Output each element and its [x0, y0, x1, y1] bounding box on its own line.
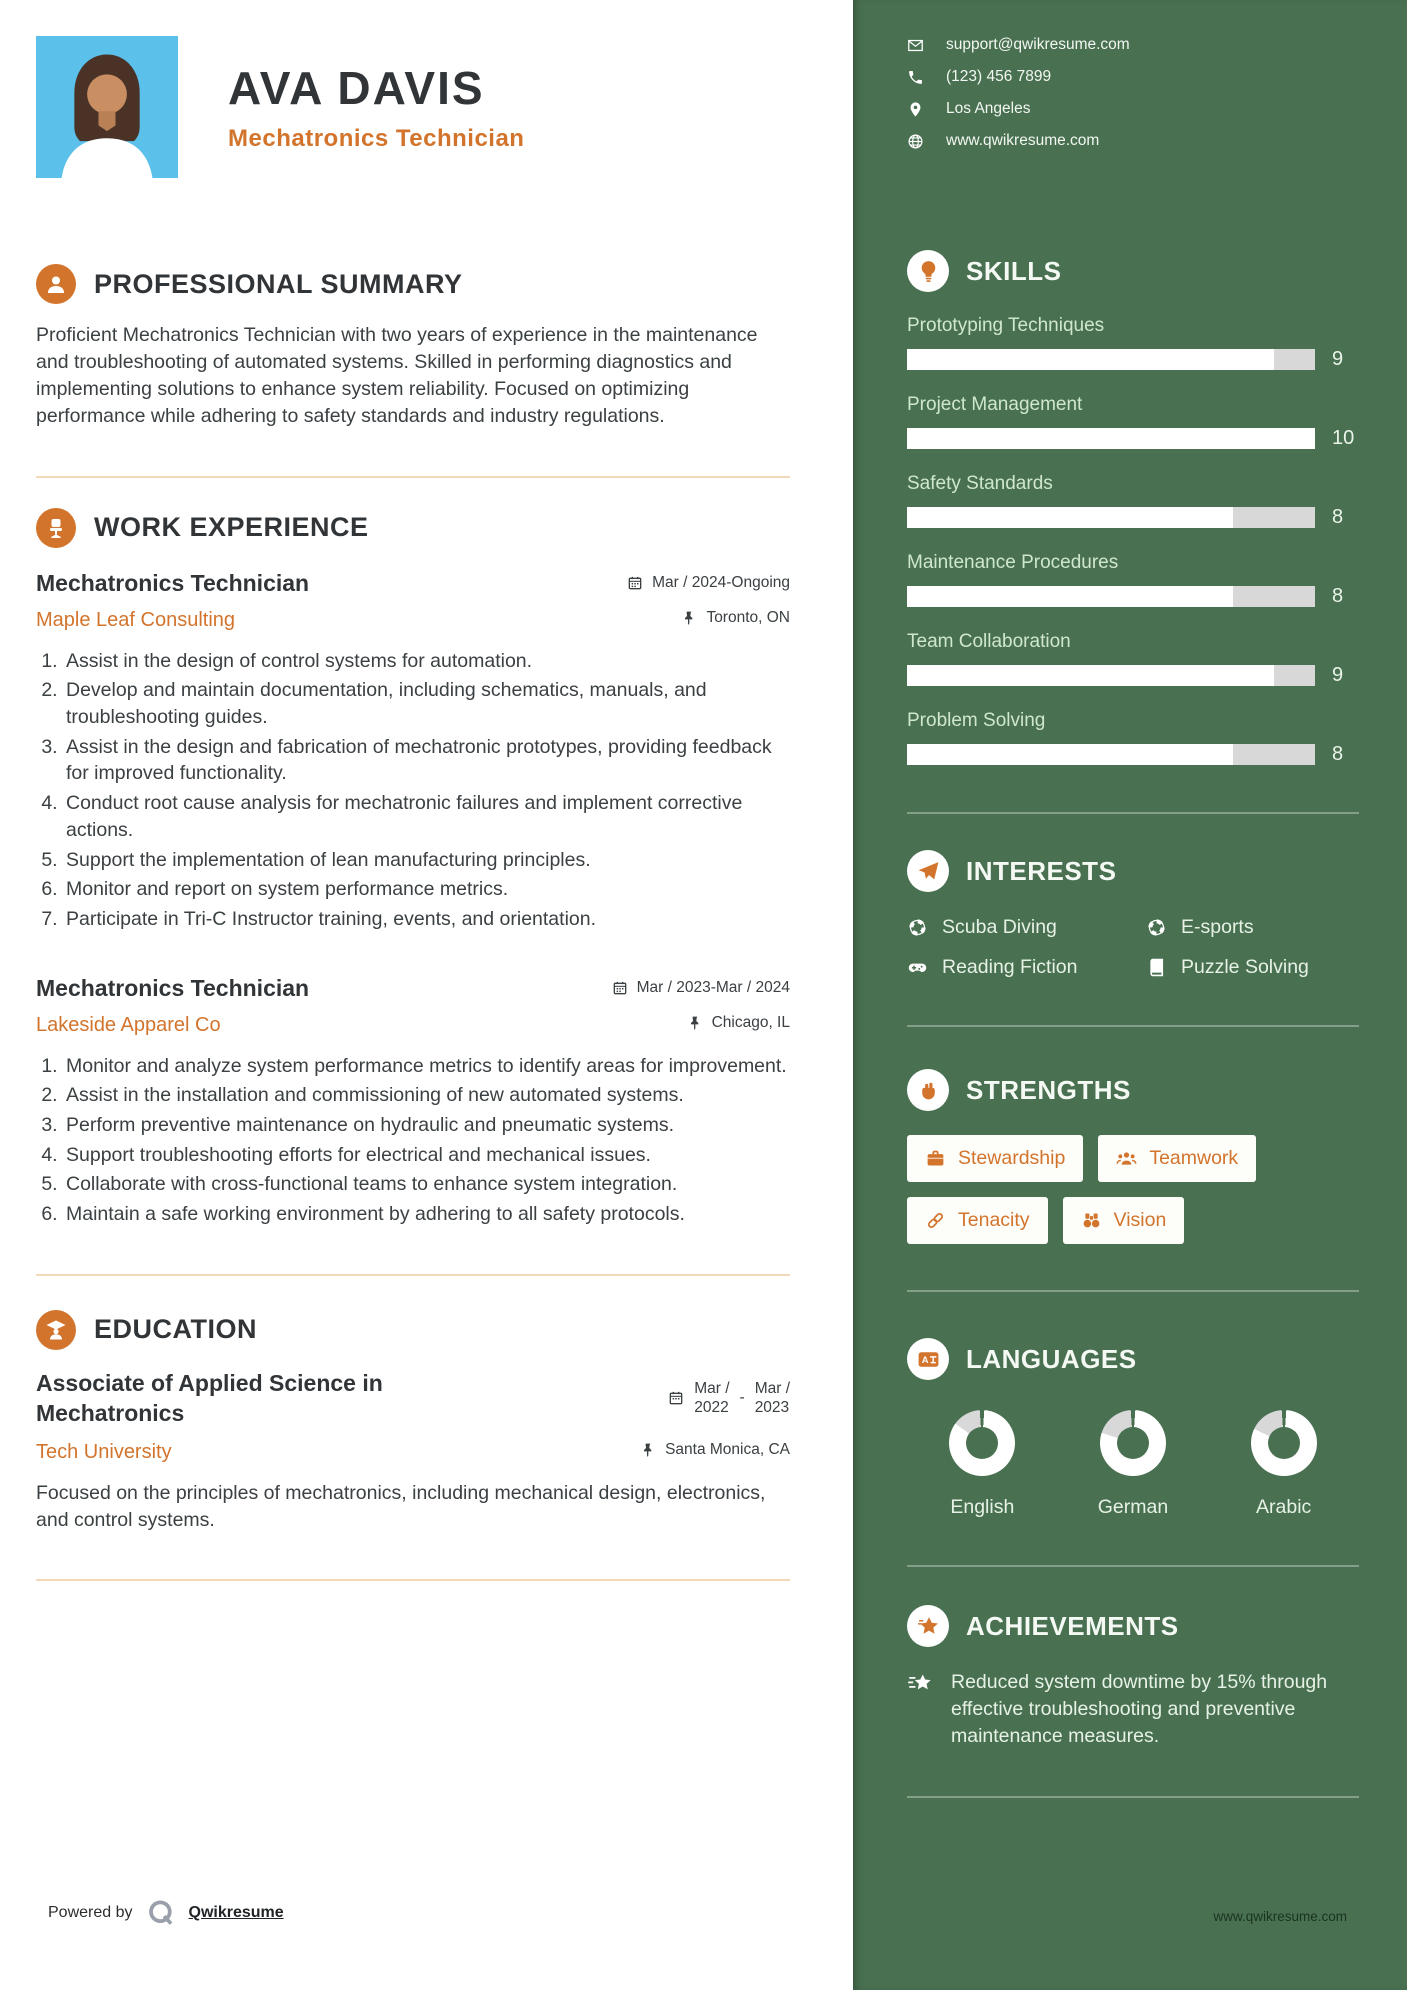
skill-bar-fill	[907, 349, 1274, 370]
qwikresume-logo-icon	[146, 1898, 176, 1928]
lifebuoy-icon	[1146, 917, 1167, 938]
interest-label: Puzzle Solving	[1181, 956, 1309, 978]
education-section	[36, 1310, 790, 1534]
duty-item: 5. Support the implementation of lean manufacturing principles.	[63, 847, 790, 874]
duty-item: 5. Collaborate with cross-functional teams to enhance system integration.	[63, 1171, 790, 1198]
chain-icon	[925, 1210, 946, 1231]
sidebar-divider	[907, 812, 1359, 814]
strength-chip	[907, 1197, 1048, 1244]
duty-item: 2. Assist in the installation and commissioning of new automated systems.	[63, 1082, 790, 1109]
education-school-row	[36, 1441, 790, 1464]
phone-icon	[907, 69, 924, 86]
skill-name: Prototyping Techniques	[907, 315, 1105, 336]
job-dates-text: Mar / 2024-Ongoing	[652, 573, 790, 591]
interests-grid	[907, 916, 1359, 979]
summary-text: Proficient Mechatronics Technician with two years of experience in the maintenance and troubleshooting of automated systems. Skilled in performing diagnostics and implementing solutions to enhance system reliability. Focused on optimizing performance while adhering to safety standards and industry regulations.	[36, 324, 758, 427]
duty-item: 3. Perform preventive maintenance on hydraulic and pneumatic systems.	[63, 1112, 790, 1139]
experience-header	[36, 508, 790, 548]
team-icon	[1116, 1148, 1137, 1169]
achievements-header	[907, 1605, 1359, 1647]
interests-section	[907, 850, 1359, 979]
strength-label: Vision	[1113, 1209, 1167, 1231]
job-company: Maple Leaf Consulting	[36, 608, 236, 631]
pushpin-icon	[640, 1442, 656, 1458]
skill-value: 8	[1332, 506, 1344, 528]
strength-chip	[907, 1135, 1083, 1182]
language-donut-chart	[1251, 1410, 1317, 1476]
strength-chip	[1098, 1135, 1256, 1182]
strength-label: Tenacity	[958, 1209, 1030, 1231]
calendar-icon	[627, 575, 643, 591]
skill-item	[907, 315, 1359, 371]
job-entry	[36, 570, 790, 933]
contact-location-text: Los Angeles	[946, 100, 1031, 117]
location-icon	[907, 101, 924, 118]
languages-heading: LANGUAGES	[966, 1343, 1137, 1374]
donut-hole	[1268, 1427, 1300, 1459]
duty-item: 2. Develop and maintain documentation, including schematics, manuals, and troubleshooting guides.	[63, 677, 790, 730]
degree-title: Associate of Applied Science in Mechatronics	[36, 1369, 383, 1427]
duty-item: 6. Maintain a safe working environment by adhering to all safety protocols.	[63, 1201, 790, 1228]
interest-item	[1146, 916, 1359, 939]
language-donut-chart	[949, 1410, 1015, 1476]
summary-heading: PROFESSIONAL SUMMARY	[94, 268, 463, 299]
experience-heading: WORK EXPERIENCE	[94, 512, 369, 543]
interests-header	[907, 850, 1359, 892]
lightbulb-icon	[907, 250, 949, 292]
duty-item: 1. Assist in the design of control systems for automation.	[63, 648, 790, 675]
skill-name: Maintenance Procedures	[907, 552, 1119, 573]
binoculars-icon	[1081, 1210, 1102, 1231]
skill-bar-fill	[907, 428, 1315, 449]
strengths-header	[907, 1069, 1359, 1111]
candidate-name: AVA DAVIS	[228, 62, 485, 114]
skill-item	[907, 473, 1359, 529]
identity-text	[228, 61, 524, 153]
school-name: Tech University	[36, 1440, 172, 1463]
duty-item: 4. Conduct root cause analysis for mechatronic failures and implement corrective actions.	[63, 790, 790, 843]
briefcase-icon	[925, 1148, 946, 1169]
skills-header	[907, 250, 1359, 292]
section-divider	[36, 476, 790, 478]
sidebar-divider	[907, 1565, 1359, 1567]
duty-item: 1. Monitor and analyze system performance metrics to identify areas for improvement.	[63, 1053, 790, 1080]
strengths-heading: STRENGTHS	[966, 1074, 1131, 1105]
languages-header	[907, 1338, 1359, 1380]
achievement-text: Reduced system downtime by 15% through effective troubleshooting and preventive maintenance measures.	[951, 1671, 1328, 1747]
skill-bar-fill	[907, 586, 1233, 607]
sidebar-divider	[907, 1796, 1359, 1798]
shooting-star-icon	[907, 1670, 934, 1697]
job-dates-text: Mar / 2023-Mar / 2024	[636, 978, 790, 996]
interests-heading: INTERESTS	[966, 855, 1117, 886]
section-divider	[36, 1274, 790, 1276]
job-location-text: Toronto, ON	[706, 608, 790, 626]
donut-hole	[966, 1427, 998, 1459]
skill-name: Problem Solving	[907, 710, 1046, 731]
languages-grid	[907, 1410, 1359, 1519]
contact-email	[907, 36, 1359, 54]
job-location-text: Chicago, IL	[711, 1013, 790, 1031]
skill-bar	[907, 586, 1315, 607]
language-label: English	[950, 1496, 1015, 1518]
education-dates	[668, 1368, 790, 1429]
skill-bar-fill	[907, 665, 1274, 686]
school-location-text: Santa Monica, CA	[665, 1440, 790, 1458]
date-from: Mar / 2022	[694, 1379, 730, 1417]
pushpin-icon	[681, 610, 697, 626]
footer	[48, 1898, 284, 1928]
contact-website	[907, 132, 1359, 150]
contact-email-text[interactable]: support@qwikresume.com	[946, 36, 1130, 53]
skill-value: 8	[1332, 743, 1344, 765]
job-entry	[36, 975, 790, 1228]
paper-plane-icon	[907, 850, 949, 892]
skill-bar	[907, 665, 1315, 686]
skill-item	[907, 710, 1359, 766]
skill-name: Team Collaboration	[907, 631, 1071, 652]
duty-item: 6. Monitor and report on system performance metrics.	[63, 876, 790, 903]
job-company-row	[36, 609, 790, 632]
skill-bar	[907, 507, 1315, 528]
graduate-icon	[36, 1310, 76, 1350]
skill-value: 9	[1332, 664, 1344, 686]
job-title: Mechatronics Technician	[36, 974, 310, 1001]
language-label: Arabic	[1256, 1496, 1312, 1518]
contact-phone-text: (123) 456 7899	[946, 68, 1052, 85]
skill-name: Project Management	[907, 394, 1083, 415]
book-icon	[1146, 957, 1167, 978]
strengths-section	[907, 1069, 1359, 1244]
interest-item	[1146, 956, 1359, 979]
skill-item	[907, 552, 1359, 608]
education-description: Focused on the principles of mechatronics, including mechanical design, electronics, and control systems.	[36, 1481, 766, 1531]
education-main-row	[36, 1368, 790, 1429]
skill-item	[907, 631, 1359, 687]
interest-label: Scuba Diving	[942, 916, 1057, 938]
person-icon	[36, 264, 76, 304]
language-item	[1058, 1410, 1209, 1519]
skill-name: Safety Standards	[907, 473, 1053, 494]
svg-text:A: A	[921, 1354, 928, 1365]
education-heading: EDUCATION	[94, 1314, 257, 1345]
contact-phone	[907, 68, 1359, 86]
skill-value: 9	[1332, 348, 1344, 370]
achievements-section	[907, 1605, 1359, 1750]
duty-item: 7. Participate in Tri-C Instructor training, events, and orientation.	[63, 906, 790, 933]
summary-header	[36, 264, 790, 304]
interest-label: Reading Fiction	[942, 956, 1078, 978]
donut-hole	[1117, 1427, 1149, 1459]
star-icon	[907, 1605, 949, 1647]
strength-chip	[1063, 1197, 1185, 1244]
skills-heading: SKILLS	[966, 255, 1062, 286]
contact-website-text[interactable]: www.qwikresume.com	[946, 132, 1100, 149]
skill-bar	[907, 428, 1315, 449]
sidebar-divider	[907, 1025, 1359, 1027]
language-item	[907, 1410, 1058, 1519]
office-chair-icon	[36, 508, 76, 548]
job-location	[681, 609, 790, 627]
experience-section	[36, 508, 790, 1228]
interest-item	[907, 916, 1140, 939]
contact-list	[907, 36, 1359, 150]
skills-section	[907, 250, 1359, 766]
duty-item: 3. Assist in the design and fabrication of mechatronic prototypes, providing feedback for improved functionality.	[63, 734, 790, 787]
interest-item	[907, 956, 1140, 979]
candidate-title: Mechatronics Technician	[228, 125, 525, 152]
pushpin-icon	[687, 1015, 703, 1031]
date-separator: -	[739, 1389, 745, 1407]
language-item	[1208, 1410, 1359, 1519]
email-icon	[907, 37, 924, 54]
calendar-icon	[668, 1390, 684, 1406]
strength-chips	[907, 1135, 1357, 1244]
job-company: Lakeside Apparel Co	[36, 1013, 221, 1036]
lifebuoy-icon	[907, 917, 928, 938]
globe-icon	[907, 133, 924, 150]
languages-section	[907, 1338, 1359, 1519]
language-label: German	[1097, 1496, 1169, 1518]
language-donut-chart	[1100, 1410, 1166, 1476]
job-dates	[627, 574, 790, 592]
sidebar	[853, 0, 1407, 1990]
skill-value: 8	[1332, 585, 1344, 607]
job-company-row	[36, 1014, 790, 1037]
education-header	[36, 1310, 790, 1350]
translate-icon	[907, 1338, 949, 1380]
skill-item	[907, 394, 1359, 450]
strength-label: Teamwork	[1149, 1147, 1239, 1169]
gamepad-icon	[907, 957, 928, 978]
job-dates	[612, 979, 790, 997]
date-to: Mar / 2023	[754, 1379, 790, 1417]
job-location	[687, 1014, 790, 1032]
job-duties-list	[36, 648, 790, 933]
achievements-heading: ACHIEVEMENTS	[966, 1610, 1179, 1641]
duty-item: 4. Support troubleshooting efforts for electrical and mechanical issues.	[63, 1142, 790, 1169]
job-title-row	[36, 570, 790, 597]
contact-location	[907, 100, 1359, 118]
skill-value: 10	[1332, 427, 1355, 449]
qwikresume-link[interactable]: Qwikresume	[188, 1904, 284, 1921]
sidebar-website-text: www.qwikresume.com	[1213, 1909, 1347, 1924]
profile-photo	[36, 36, 178, 178]
skill-bar-fill	[907, 507, 1233, 528]
summary-section	[36, 264, 790, 430]
section-divider	[36, 1579, 790, 1581]
skill-bar	[907, 744, 1315, 765]
school-location	[640, 1441, 790, 1459]
job-title-row	[36, 975, 790, 1002]
skill-bar	[907, 349, 1315, 370]
strength-label: Stewardship	[958, 1147, 1066, 1169]
sidebar-divider	[907, 1290, 1359, 1292]
identity-header	[36, 36, 790, 178]
calendar-icon	[612, 980, 628, 996]
fist-icon	[907, 1069, 949, 1111]
interest-label: E-sports	[1181, 916, 1254, 938]
job-title: Mechatronics Technician	[36, 569, 310, 596]
achievement-item	[907, 1669, 1359, 1750]
job-duties-list	[36, 1053, 790, 1228]
profile-photo-illustration	[36, 36, 178, 178]
skill-bar-fill	[907, 744, 1233, 765]
powered-by-label: Powered by	[48, 1904, 133, 1921]
